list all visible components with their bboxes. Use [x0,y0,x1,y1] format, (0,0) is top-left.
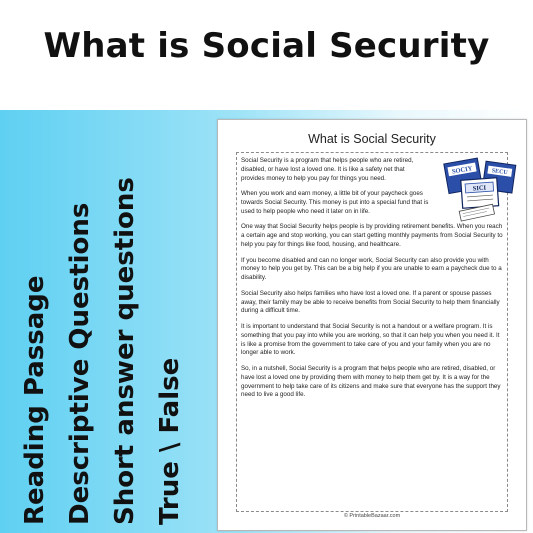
side-label-reading-passage: Reading Passage [20,275,50,525]
passage-paragraph-4: If you become disabled and can no longer work, Social Security can also provide you with money to help you get by. This can be a big help if you are unable to earn a paycheck due to a disability. [241,256,502,282]
passage-paragraph-2: When you work and earn money, a little bit of your paycheck goes towards Social Security. This money is put into a special fund that is used to help people who need it later on in life. [241,190,429,215]
passage-paragraph-3: One way that Social Security helps people is by providing retirement benefits. When you reach a certain age and stop working, you can start getting monthly payments from Social Security to help you pay for things like food, housing, and healthcare. [241,223,503,248]
worksheet-page [217,119,527,531]
passage-paragraph-5: Social Security also helps families who have lost a loved one. If a parent or spouse passes away, their family may be able to receive benefits from Social Security to help them financially during a difficult time. [241,289,500,315]
clipart-label-2: SECU [491,168,509,177]
worksheet-title: What is Social Security [308,132,436,146]
passage-paragraph-6: It is important to understand that Social Security is not a handout or a welfare program. It is something that you pay into while you are working, so that it can help you when you need it. It is like a promise from the government to take care of you and your family when you are no longer able to work. [241,322,500,357]
clipart-label-3: SICI [472,184,487,193]
side-labels [18,120,198,525]
main-title: What is Social Security [43,26,490,66]
passage-paragraph-1: Social Security is a program that helps people who are retired, disabled, or have lost a loved one. It is like a safety net that provides money to help you pay for things you need. [241,157,414,182]
side-label-descriptive-questions: Descriptive Questions [65,202,95,525]
side-label-true-false: True \ False [155,357,185,525]
side-label-short-answer: Short answer questions [110,177,140,525]
worksheet-footer: © PrintableBazaar.com [343,513,401,519]
clipart-label-1: SOCIY [451,165,473,176]
passage-text [241,157,505,407]
passage-paragraph-7: So, in a nutshell, Social Security is a program that helps people who are retired, disabled, or have lost a loved one by providing them with money to help them get by. It is a way for the government to help take care of its citizens and make sure that everyone has the support they need to live a good life. [241,364,501,399]
